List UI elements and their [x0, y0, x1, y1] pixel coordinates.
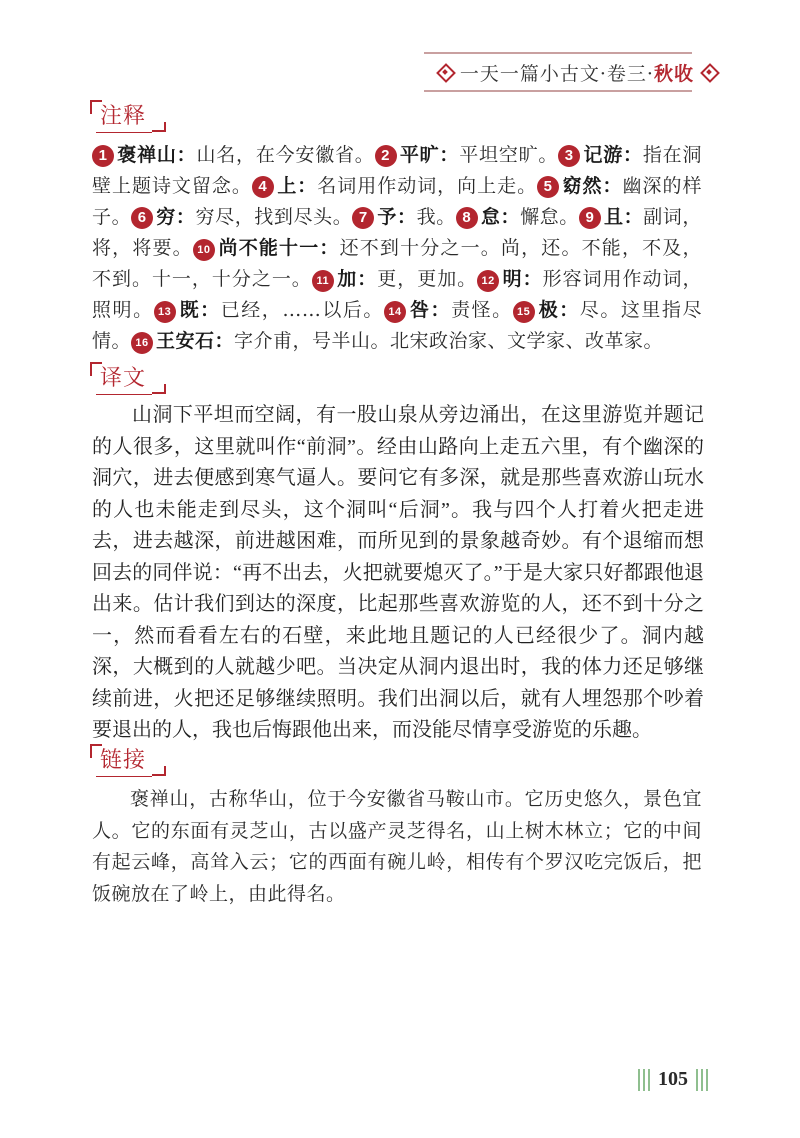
note-text: 指在洞壁上题诗文留念。 [92, 144, 702, 197]
note-term: 怠： [480, 206, 521, 228]
note-number-badge: 11 [312, 270, 334, 292]
book-title: 一天一篇小古文·卷三· [459, 62, 654, 85]
ornament-icon [700, 63, 718, 81]
note-item [456, 206, 579, 228]
note-item [312, 268, 477, 290]
translation-paragraph: 山洞下平坦而空阔，有一股山泉从旁边涌出，在这里游览并题记的人很多，这里就叫作“前洞”。经由山路向上走五六里，有个幽深的洞穴，进去便感到寒气逼人。要问它有多深，就是那些喜欢游山玩水的人也未能走到尽头，这个洞叫“后洞”。我与四个人打着火把走进去，进去越深，前进越困难，而所见到的景象越奇妙。有个退缩而想回去的同伴说：“再不出去，火把就要熄灭了。”于是大家只好都跟他退出来。估计我们到达的深度，比起那些喜欢游览的人，还不到十分之一，然而看看左右的石壁，来此地且题记的人已经很少了。洞内越深，大概到的人就越少吧。当决定从洞内退出时，我的体力还足够继续前进，火把还足够继续照明。我们出洞以后，就有人埋怨那个吵着要退出的人，我也后悔跟他出来，而没能尽情享受游览的乐趣。 [92, 404, 704, 741]
note-term: 极： [537, 299, 580, 321]
note-item [252, 175, 537, 197]
corner-bracket-icon [152, 766, 166, 776]
note-text: 名词用作动词，向上走。 [317, 175, 538, 197]
note-number-badge: 14 [384, 301, 406, 323]
header-rule-bottom [424, 90, 692, 92]
note-item [131, 330, 663, 352]
stripe-ornament-icon [638, 1069, 650, 1091]
note-term: 明： [502, 268, 543, 290]
note-number-badge: 4 [252, 176, 274, 198]
note-number-badge: 1 [92, 145, 114, 167]
note-text: 字介甫，号半山。北宋政治家、文学家、改革家。 [234, 330, 664, 352]
note-item [384, 299, 513, 321]
note-term: 上： [276, 175, 318, 197]
note-text: 幽深的样子。 [92, 175, 702, 228]
corner-bracket-icon [90, 100, 102, 114]
note-item [352, 206, 456, 228]
note-text: 我。 [416, 206, 456, 228]
note-term: 王安石： [156, 330, 235, 352]
note-number-badge: 7 [352, 207, 374, 229]
note-term: 穷： [156, 206, 196, 228]
note-number-badge: 8 [456, 207, 478, 229]
translation-body [92, 400, 704, 747]
corner-bracket-icon [90, 362, 102, 376]
note-term: 记游： [583, 144, 643, 166]
note-text: 懈怠。 [520, 206, 579, 228]
note-text: 穷尽，找到尽头。 [195, 206, 353, 228]
page-footer [638, 1068, 708, 1091]
note-number-badge: 15 [513, 301, 535, 323]
note-text: 还不到十分之一。尚，还。不能，不及，不到。十一，十分之一。 [92, 237, 702, 290]
note-number-badge: 9 [579, 207, 601, 229]
ornament-icon [436, 63, 454, 81]
note-term: 且： [603, 206, 644, 228]
volume-season: 秋收 [653, 62, 694, 85]
corner-bracket-icon [90, 744, 102, 758]
notes-body [92, 140, 702, 357]
note-item [131, 206, 352, 228]
note-text: 更，更加。 [377, 268, 478, 290]
note-term: 平旷： [399, 144, 460, 166]
note-term: 尚不能十一： [217, 237, 340, 259]
note-number-badge: 5 [537, 176, 559, 198]
note-text: 山名，在今安徽省。 [196, 144, 375, 166]
stripe-ornament-icon [696, 1069, 708, 1091]
header-rule-top [424, 52, 692, 54]
note-term: 褒禅山： [117, 144, 197, 166]
heading-underline [96, 776, 152, 777]
note-text: 责怪。 [451, 299, 513, 321]
note-text: 平坦空旷。 [459, 144, 559, 166]
note-item [375, 144, 559, 166]
note-term: 咎： [408, 299, 452, 321]
note-number-badge: 16 [131, 332, 153, 354]
corner-bracket-icon [152, 384, 166, 394]
section-heading-link [90, 748, 166, 774]
link-paragraph: 褒禅山，古称华山，位于今安徽省马鞍山市。它历史悠久，景色宜人。它的东面有灵芝山，古以盛产灵芝得名，山上树木林立；它的中间有起云峰，高耸入云；它的西面有碗儿岭，相传有个罗汉吃完饭后，把饭碗放在了岭上，由此得名。 [92, 788, 702, 905]
running-header [436, 52, 692, 92]
section-title: 译文 [100, 366, 147, 391]
note-text: 已经，……以后。 [220, 299, 384, 321]
section-heading-notes [90, 104, 166, 130]
section-title: 注释 [100, 104, 147, 129]
note-number-badge: 3 [558, 145, 580, 167]
note-number-badge: 13 [154, 301, 176, 323]
note-text: 形容词用作动词，照明。 [92, 268, 702, 321]
note-term: 窈然： [562, 175, 623, 197]
page-number: 105 [658, 1068, 688, 1090]
note-text: 副词，将，将要。 [92, 206, 702, 259]
section-heading-translation [90, 366, 166, 392]
note-item [92, 144, 375, 166]
note-term: 予： [377, 206, 417, 228]
note-number-badge: 12 [477, 270, 499, 292]
corner-bracket-icon [152, 122, 166, 132]
note-text: 尽。这里指尽情。 [92, 299, 702, 352]
heading-underline [96, 394, 152, 395]
note-number-badge: 6 [131, 207, 153, 229]
note-term: 加： [336, 268, 378, 290]
section-title: 链接 [100, 748, 147, 773]
note-term: 既： [178, 299, 221, 321]
header-title [454, 59, 700, 86]
note-number-badge: 2 [375, 145, 397, 167]
heading-underline [96, 132, 152, 133]
note-number-badge: 10 [193, 239, 215, 261]
note-item [154, 299, 384, 321]
link-body [92, 784, 702, 910]
